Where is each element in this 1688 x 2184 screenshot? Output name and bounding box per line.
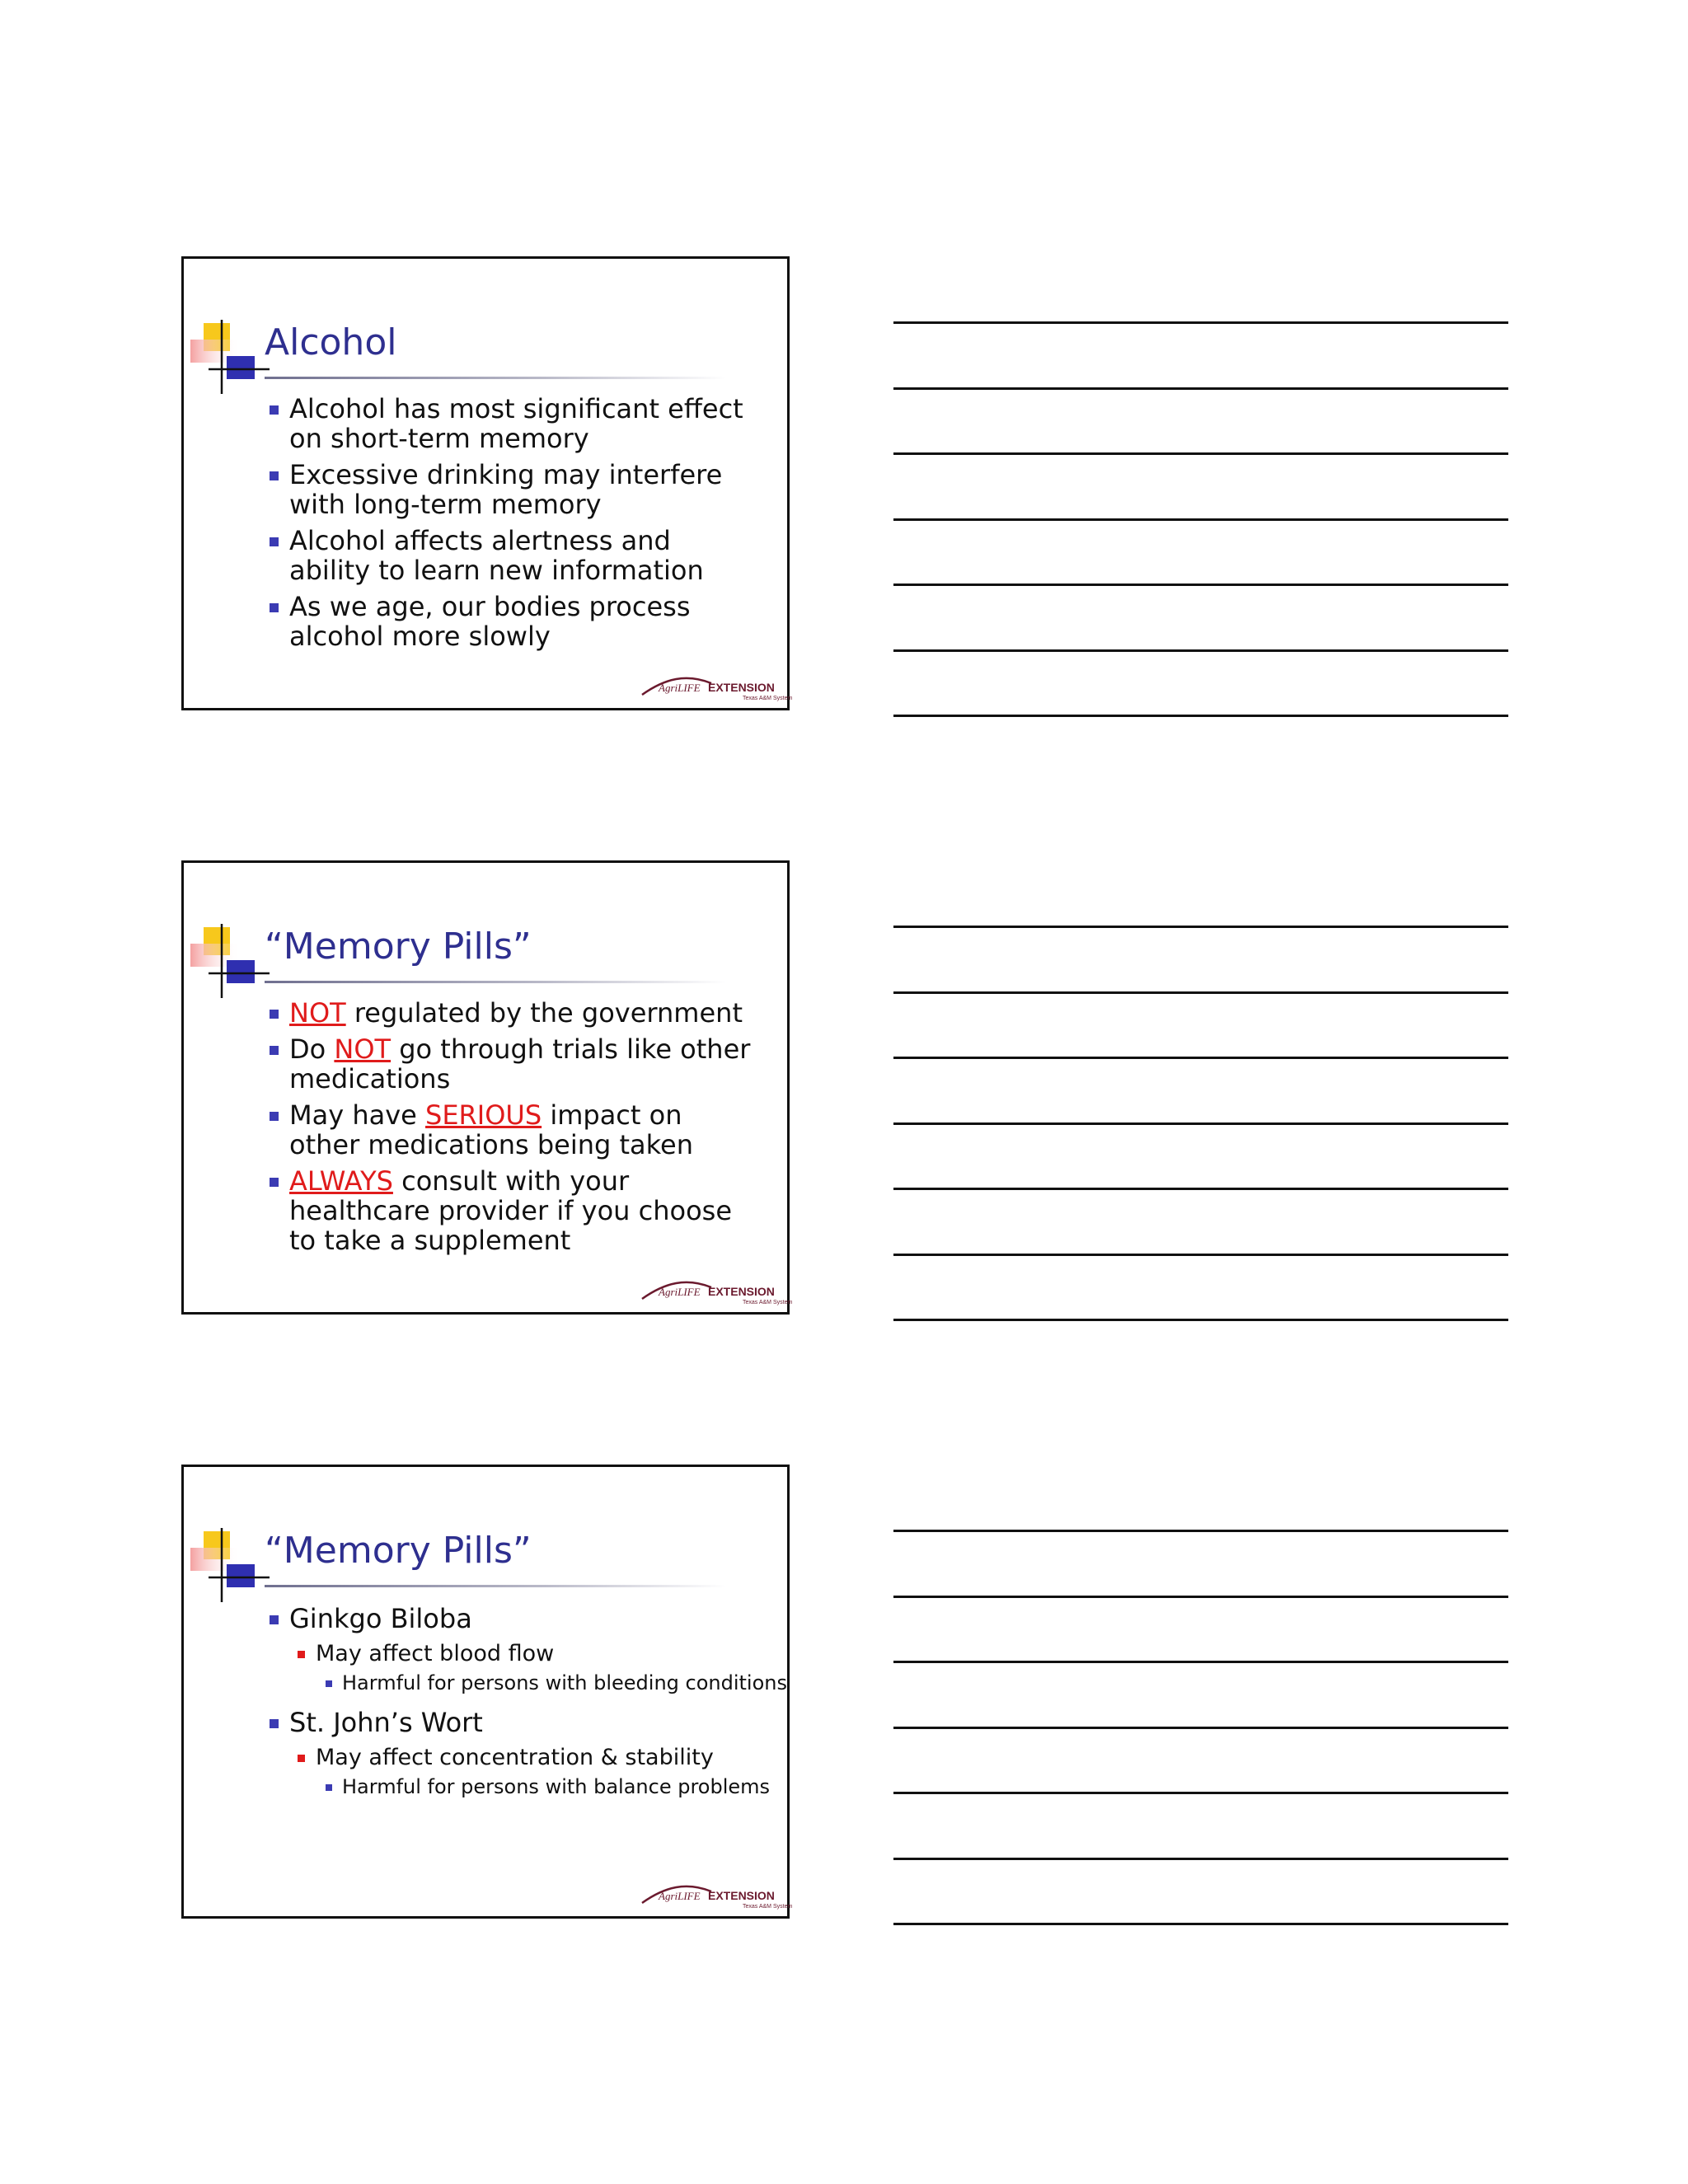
bullet-item: [184, 1604, 787, 1633]
sub-bullet-item: [184, 1744, 787, 1772]
note-line: [893, 1661, 1508, 1663]
svg-text:EXTENSION: EXTENSION: [708, 1889, 775, 1902]
bullet-text: [289, 394, 754, 453]
note-line: [893, 1596, 1508, 1598]
bullet-text-segment: As we age, our bodies process alcohol more slowly: [289, 591, 691, 652]
bullet-marker-icon: [270, 471, 279, 480]
note-line: [893, 926, 1508, 928]
bullet-marker-icon: [270, 1010, 279, 1019]
sub-bullet-item: [184, 1640, 787, 1668]
bullet-text-segment: consult with your healthcare provider if you choose to take a supplement: [289, 1165, 732, 1256]
bullet-item: [184, 460, 787, 519]
slide-title: Alcohol: [265, 321, 397, 363]
bullet-text: [289, 526, 754, 585]
slide-decoration: [190, 924, 273, 998]
slide-3: [181, 1465, 793, 1919]
bullet-text: [289, 460, 754, 519]
bullet-text-segment: Alcohol affects alertness and ability to learn new information: [289, 525, 704, 586]
bullet-marker-icon: [298, 1651, 305, 1658]
bullet-text: St. John’s Wort: [289, 1707, 483, 1738]
bullet-text-segment: Alcohol has most significant effect on short-term memory: [289, 393, 743, 454]
slide-decoration: [190, 320, 273, 394]
note-line: [893, 321, 1508, 324]
svg-text:AgriLIFE: AgriLIFE: [659, 1286, 701, 1298]
bullet-item: [184, 1166, 787, 1255]
bullet-marker-icon: [270, 1719, 279, 1728]
svg-text:Texas A&M System: Texas A&M System: [743, 1300, 793, 1305]
svg-text:Texas A&M System: Texas A&M System: [743, 696, 793, 701]
bullet-text-segment: Excessive drinking may interfere with long-term memory: [289, 459, 723, 520]
emphasis-text: NOT: [289, 997, 346, 1029]
bullet-text: May affect concentration & stability: [316, 1745, 714, 1770]
bullet-marker-icon: [270, 405, 279, 415]
bullet-text-segment: impact on other medications being taken: [289, 1099, 693, 1160]
bullet-text: May affect blood flow: [316, 1641, 555, 1666]
emphasis-text: SERIOUS: [425, 1099, 542, 1131]
sub-sub-bullet-item: [184, 1774, 787, 1800]
note-line: [893, 518, 1508, 521]
bullet-text: Harmful for persons with bleeding conditions: [342, 1671, 787, 1694]
bullet-marker-icon: [270, 1178, 279, 1187]
bullet-item: [184, 1034, 787, 1094]
note-line: [893, 1792, 1508, 1794]
bullet-marker-icon: [326, 1680, 332, 1687]
bullet-marker-icon: [270, 537, 279, 546]
bullet-text-segment: regulated by the government: [345, 997, 743, 1029]
note-line: [893, 649, 1508, 652]
bullet-item: [184, 998, 787, 1028]
agrilife-extension-logo: [640, 673, 793, 701]
sub-sub-bullet-item: [184, 1670, 787, 1696]
note-line: [893, 387, 1508, 390]
agrilife-extension-logo: [640, 1882, 793, 1910]
bullet-list: [184, 1604, 787, 1805]
bullet-item: [184, 526, 787, 585]
slide-title: “Memory Pills”: [265, 1530, 532, 1572]
bullet-text: Ginkgo Biloba: [289, 1603, 472, 1634]
bullet-text-segment: Do: [289, 1033, 335, 1065]
bullet-list: [184, 394, 787, 658]
slide-decoration: [190, 1528, 273, 1602]
bullet-marker-icon: [270, 1112, 279, 1121]
svg-text:AgriLIFE: AgriLIFE: [659, 682, 701, 694]
title-underline: [265, 377, 726, 379]
svg-text:EXTENSION: EXTENSION: [708, 1285, 775, 1298]
note-line: [893, 1057, 1508, 1059]
bullet-marker-icon: [270, 1615, 279, 1624]
note-line: [893, 715, 1508, 717]
title-underline: [265, 981, 726, 983]
note-line: [893, 1727, 1508, 1729]
bullet-item: [184, 394, 787, 453]
note-line: [893, 1188, 1508, 1190]
note-line: [893, 991, 1508, 994]
emphasis-text: ALWAYS: [289, 1165, 393, 1197]
bullet-item: [184, 1100, 787, 1160]
bullet-item: [184, 1708, 787, 1737]
note-line: [893, 1122, 1508, 1125]
bullet-text: [289, 1034, 754, 1094]
agrilife-extension-logo: [640, 1277, 793, 1305]
bullet-marker-icon: [270, 1046, 279, 1055]
note-line: [893, 1858, 1508, 1860]
note-line: [893, 583, 1508, 586]
svg-text:AgriLIFE: AgriLIFE: [659, 1890, 701, 1902]
slide-2: [181, 860, 793, 1315]
bullet-text: [289, 998, 754, 1028]
bullet-text: [289, 1100, 754, 1160]
note-line: [893, 1319, 1508, 1321]
note-line: [893, 1254, 1508, 1256]
bullet-marker-icon: [298, 1755, 305, 1762]
bullet-text-segment: May have: [289, 1099, 426, 1131]
bullet-text-segment: go through trials like other medications: [289, 1033, 751, 1094]
bullet-marker-icon: [270, 603, 279, 612]
bullet-text: [289, 1166, 754, 1255]
svg-text:EXTENSION: EXTENSION: [708, 681, 775, 694]
note-line: [893, 1530, 1508, 1532]
bullet-list: [184, 998, 787, 1262]
svg-text:Texas A&M System: Texas A&M System: [743, 1904, 793, 1910]
bullet-item: [184, 592, 787, 651]
slide-1: [181, 256, 793, 710]
bullet-text: Harmful for persons with balance problems: [342, 1775, 771, 1798]
bullet-text: [289, 592, 754, 651]
title-underline: [265, 1585, 726, 1587]
note-line: [893, 452, 1508, 455]
slide-title: “Memory Pills”: [265, 926, 532, 968]
note-line: [893, 1923, 1508, 1925]
emphasis-text: NOT: [334, 1033, 392, 1065]
bullet-marker-icon: [326, 1784, 332, 1791]
